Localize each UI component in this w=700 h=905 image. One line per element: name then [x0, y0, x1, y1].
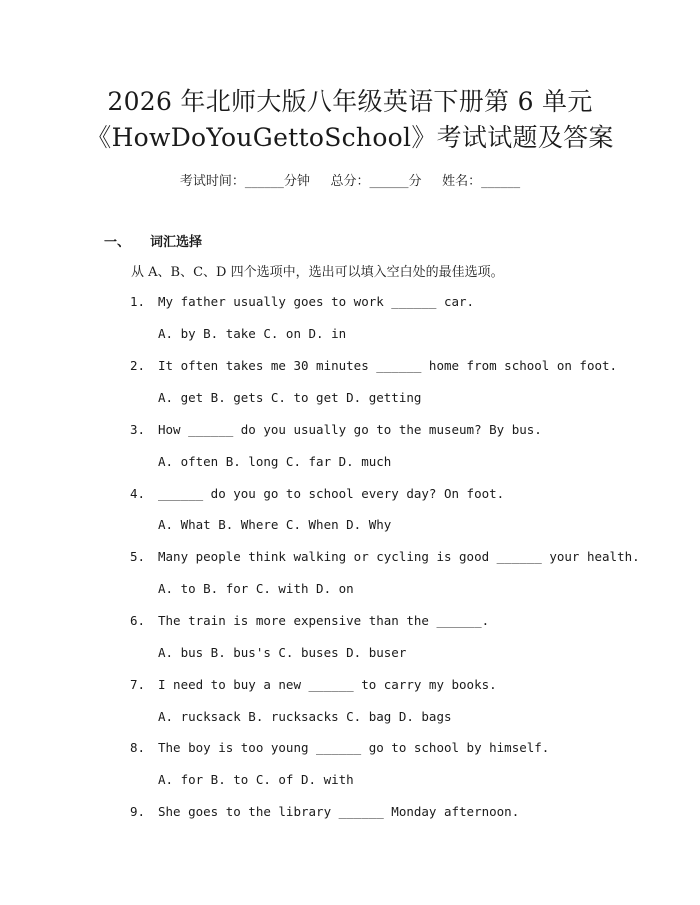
question-number: 1.	[130, 294, 146, 309]
question-text: The train is more expensive than the ______.	[158, 613, 490, 628]
question-text: I need to buy a new ______ to carry my books.	[158, 677, 497, 692]
page-title-line-2: 《HowDoYouGettoSchool》考试试题及答案	[86, 123, 614, 152]
question-number: 9.	[130, 804, 146, 819]
question-number: 4.	[130, 486, 146, 501]
question-number: 8.	[130, 740, 146, 755]
exam-info-line: 考试时间：______分钟 总分：______分 姓名：______	[179, 174, 521, 189]
question-options: A. to B. for C. with D. on	[158, 581, 354, 596]
question-number: 2.	[130, 358, 146, 373]
question-options: A. What B. Where C. When D. Why	[158, 517, 392, 532]
question-text: Many people think walking or cycling is good ______ your health.	[158, 549, 640, 564]
question-text: She goes to the library ______ Monday afternoon.	[158, 804, 520, 819]
section-title: 词汇选择	[150, 235, 203, 250]
question-options: A. rucksack B. rucksacks C. bag D. bags	[158, 709, 452, 724]
section-number: 一、	[104, 235, 131, 250]
question-options: A. by B. take C. on D. in	[158, 326, 347, 341]
page-title-line-1: 2026 年北师大版八年级英语下册第 6 单元	[107, 87, 593, 116]
question-number: 5.	[130, 549, 146, 564]
question-options: A. get B. gets C. to get D. getting	[158, 390, 422, 405]
question-number: 6.	[130, 613, 146, 628]
section-instruction: 从 A、B、C、D 四个选项中，选出可以填入空白处的最佳选项。	[131, 265, 504, 280]
question-text: How ______ do you usually go to the museum? By bus.	[158, 422, 542, 437]
question-text: My father usually goes to work ______ car.	[158, 294, 475, 309]
question-text: It often takes me 30 minutes ______ home from school on foot.	[158, 358, 618, 373]
question-number: 3.	[130, 422, 146, 437]
question-options: A. for B. to C. of D. with	[158, 772, 354, 787]
question-text: ______ do you go to school every day? On foot.	[158, 486, 505, 501]
question-options: A. bus B. bus's C. buses D. buser	[158, 645, 407, 660]
question-text: The boy is too young ______ go to school by himself.	[158, 740, 550, 755]
question-options: A. often B. long C. far D. much	[158, 454, 392, 469]
section-heading	[104, 231, 202, 250]
question-number: 7.	[130, 677, 146, 692]
